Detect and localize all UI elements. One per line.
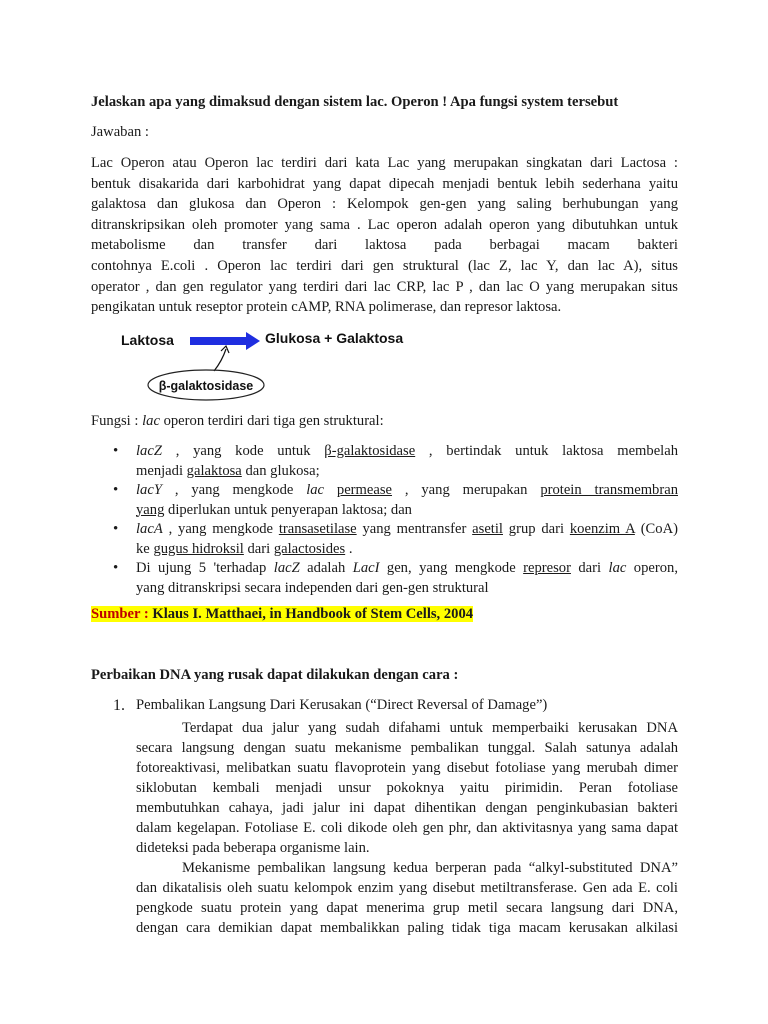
list-line [136, 501, 678, 521]
term-link[interactable]: gugus hidroksil [153, 540, 244, 557]
text: grup dari [502, 521, 570, 537]
term-link[interactable]: transasetilase [278, 521, 357, 537]
body-line: membutuhkan cahaya, jadi jalur ini dapat dihentikan dengan penginkubasian bakteri [136, 800, 678, 816]
dna-repair-heading: Perbaikan DNA yang rusak dapat dilakukan dengan cara : [91, 667, 459, 683]
text: , bertindak untuk laktosa membelah [415, 443, 678, 459]
body-line: dideteksi pada beberapa organisme lain. [136, 840, 370, 856]
term-link[interactable]: asetil [472, 521, 503, 537]
bullet-icon: • [113, 560, 119, 576]
list-line [136, 559, 678, 579]
text: lac [306, 482, 325, 498]
bullet-icon: • [113, 521, 119, 537]
text: (CoA) [634, 521, 678, 537]
fungsi-intro [91, 413, 678, 430]
lactose-hydrolysis-diagram [118, 325, 438, 405]
body-line: dan dikatalisis oleh suatu kelompok enzim yang disebut metiltransferase. Gen ada E. coli [136, 880, 678, 896]
body-line: fotoreaktivasi, melibatkan suatu flavoprotein yang disebut fotoliase yang merubah dimer [136, 760, 678, 776]
products-label: Glukosa + Galaktosa [265, 330, 404, 346]
text: dan glukosa; [241, 462, 320, 479]
text: , yang merupakan [392, 482, 541, 498]
structural-gene-list [91, 442, 678, 598]
list-line [136, 520, 678, 540]
list-line [136, 540, 678, 560]
answer-label: Jawaban : [91, 124, 149, 140]
term-link[interactable]: permease [336, 482, 393, 498]
bullet-icon: • [113, 482, 119, 498]
substrate-label: Laktosa [121, 332, 174, 348]
text: , yang mengkode [161, 482, 307, 498]
text: Di ujung 5 'terhadap [136, 560, 274, 576]
bullet-icon: • [113, 443, 119, 459]
paragraph-line: metabolisme dan transfer dari laktosa pada berbagai macam bakteri [91, 237, 678, 254]
source-label: Sumber : [91, 606, 153, 622]
list-item [91, 442, 678, 481]
text: dari [243, 540, 274, 557]
enzyme-label: β-galaktosidase [158, 379, 254, 393]
text: , yang kode untuk [161, 443, 325, 459]
list-item [91, 559, 678, 598]
source-citation [91, 606, 678, 623]
fungsi-prefix: Fungsi : [91, 413, 143, 429]
text: gen, yang mengkode [379, 560, 524, 576]
term-link[interactable]: represor [523, 560, 571, 576]
body-line: Mekanisme pembalikan langsung kedua berperan pada “alkyl-substituted DNA” [182, 860, 678, 876]
paragraph-line: bentuk disakarida dari karbohidrat yang dapat dipecah menjadi bentuk lebih sederhana yaitu [91, 175, 678, 192]
body-line: dengan cara demikian dapat membalikkan paling tidak tiga macam kerusakan alkilasi [136, 920, 678, 936]
paragraph-line: pengikatan untuk reseptor protein cAMP, RNA polimerase, dan represor laktosa. [91, 299, 562, 316]
text: diperlukan untuk penyerapan laktosa; dan [164, 501, 412, 518]
list-item [91, 481, 678, 520]
source-text: Klaus I. Matthaei, in Handbook of Stem Cells, 2004 [152, 606, 474, 622]
fungsi-rest: operon terdiri dari tiga gen struktural: [159, 413, 384, 429]
list-line [136, 481, 678, 501]
body-line: dalam kegelapan. Fotoliase E. coli dikode oleh gen phr, dan aktivitasnya yang sama dapat [136, 820, 678, 836]
text: . [345, 540, 353, 557]
gene-name: lacA [136, 521, 163, 537]
list-item [91, 520, 678, 559]
list-line [136, 442, 678, 462]
item-title: Pembalikan Langsung Dari Kerusakan (“Direct Reversal of Damage”) [136, 697, 548, 713]
lac-operon-paragraph [91, 153, 678, 318]
text: lacZ [273, 560, 300, 576]
paragraph-line: contohnya E.coli . Operon lac terdiri dari gen struktural (lac Z, lac Y, dan lac A), situs [91, 257, 678, 274]
term-link[interactable]: galaktosa [186, 462, 242, 479]
text: menjadi [136, 462, 187, 479]
text: , yang mengkode [162, 521, 279, 537]
body-line: pengkode suatu protein yang dapat menerima grup metil secara langsung dari DNA, [136, 900, 678, 916]
term-link[interactable]: yang [136, 501, 165, 518]
fungsi-lac: lac [142, 413, 160, 429]
item-number: 1. [113, 697, 125, 714]
text: LacI [352, 560, 380, 576]
body-line: secara langsung dengan suatu mekanisme pembalikan tunggal. Salah satunya adalah [136, 740, 678, 756]
body-line: siklobutan kembali menjadi unsur pokoknya yaitu pirimidin. Peran fotoliase [136, 780, 678, 796]
list-line [136, 462, 678, 482]
term-link[interactable]: galactosides [273, 540, 346, 557]
text: ke [136, 540, 154, 557]
paragraph-line: operator , dan gen regulator yang terdiri dari lac CRP, lac P , dan lac O yang merupakan situs [91, 278, 678, 295]
enzyme-pointer-icon [214, 349, 226, 371]
text: operon, [626, 560, 678, 576]
numbered-item-body [136, 718, 678, 938]
question-heading: Jelaskan apa yang dimaksud dengan sistem lac. Operon ! Apa fungsi system tersebut [91, 94, 619, 110]
source-highlight [91, 606, 473, 622]
gene-name: lacZ [136, 443, 162, 459]
term-link[interactable]: protein transmembran [540, 482, 678, 498]
text: yang mentransfer [356, 521, 473, 537]
list-line [136, 579, 678, 599]
paragraph-line: galaktosa dan glukosa dan Operon : Kelompok gen-gen yang saling berhubungan yang [91, 196, 678, 213]
term-link[interactable]: β-galaktosidase [324, 443, 416, 459]
text: dari [570, 560, 609, 576]
term-link[interactable]: koenzim A [569, 521, 635, 537]
text: lac [608, 560, 627, 576]
text [324, 482, 337, 498]
paragraph-line: Lac Operon atau Operon lac terdiri dari kata Lac yang merupakan singkatan dari Lactosa : [91, 155, 678, 171]
gene-name: lacY [136, 482, 162, 498]
body-line: Terdapat dua jalur yang sudah difahami untuk memperbaiki kerusakan DNA [182, 720, 678, 736]
text: adalah [299, 560, 353, 576]
text: yang ditranskripsi secara independen dari gen-gen struktural [136, 579, 489, 596]
paragraph-line: ditranskripsikan oleh promoter yang sama . Lac operon adalah operon yang dibutuhkan untuk [91, 216, 678, 233]
